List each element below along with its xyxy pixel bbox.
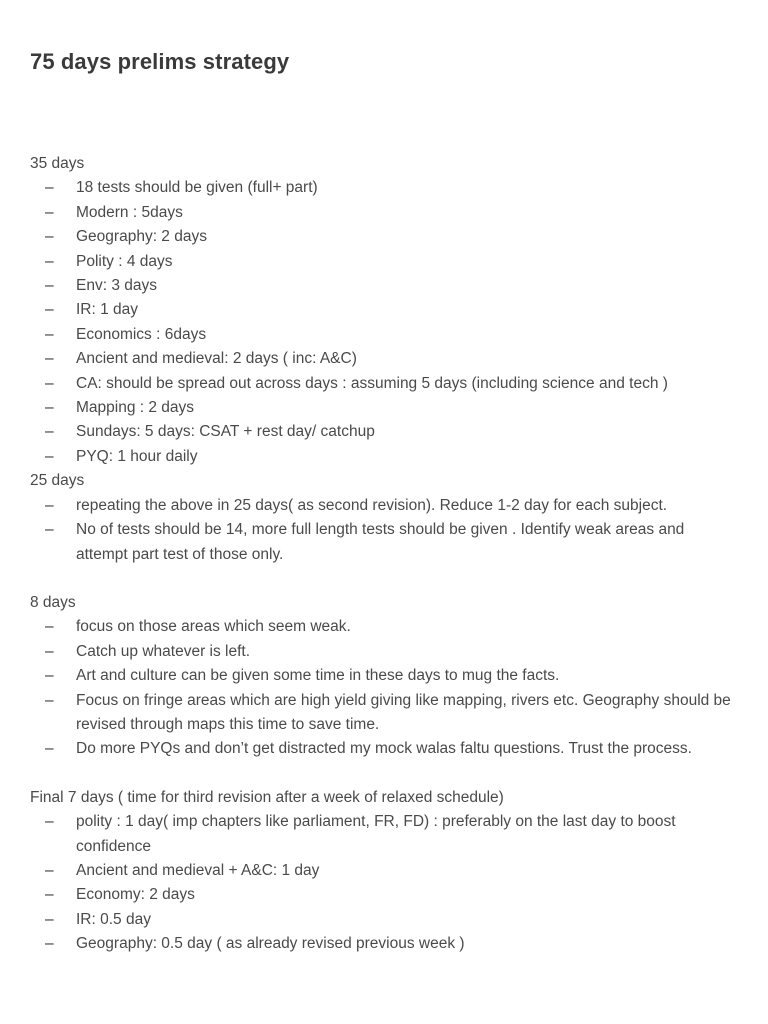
dash-bullet-icon: –: [45, 350, 54, 368]
section-heading: 25 days: [30, 472, 85, 490]
dash-bullet-icon: –: [45, 374, 54, 392]
list-item: [30, 225, 738, 249]
dash-bullet-icon: –: [45, 521, 54, 539]
list-item-text: Do more PYQs and don’t get distracted my mock walas faltu questions. Trust the process.: [76, 740, 692, 758]
bullet-list: [30, 176, 738, 469]
list-item: [30, 908, 738, 932]
list-item-text: Art and culture can be given some time in these days to mug the facts.: [76, 667, 560, 685]
list-item-text: Sundays: 5 days: CSAT + rest day/ catchup: [76, 423, 375, 441]
list-item: [30, 932, 738, 956]
section-25-days: [30, 469, 738, 567]
list-item-text: CA: should be spread out across days : assuming 5 days (including science and tech ): [76, 374, 668, 392]
dash-bullet-icon: –: [45, 301, 54, 319]
dash-bullet-icon: –: [45, 886, 54, 904]
list-item-text: Polity : 4 days: [76, 252, 173, 270]
list-item-text: Focus on fringe areas which are high yield giving like mapping, rivers etc. Geography should be revised through maps this time to save time.: [76, 691, 731, 733]
list-item-text: IR: 0.5 day: [76, 910, 151, 928]
list-item: [30, 494, 738, 518]
list-item-text: focus on those areas which seem weak.: [76, 618, 351, 636]
dash-bullet-icon: –: [45, 203, 54, 221]
list-item: [30, 664, 738, 688]
dash-bullet-icon: –: [45, 861, 54, 879]
dash-bullet-icon: –: [45, 179, 54, 197]
section-35-days: [30, 152, 738, 469]
list-item: [30, 396, 738, 420]
page-title: 75 days prelims strategy: [30, 49, 290, 74]
list-item: [30, 689, 738, 738]
list-item: [30, 372, 738, 396]
list-item-text: Mapping : 2 days: [76, 399, 195, 417]
list-item-text: Economy: 2 days: [76, 886, 195, 904]
dash-bullet-icon: –: [45, 740, 54, 758]
list-item: [30, 420, 738, 444]
list-item: [30, 274, 738, 298]
section-final-7-days: [30, 786, 738, 957]
section-8-days: [30, 591, 738, 762]
list-item: [30, 518, 738, 567]
dash-bullet-icon: –: [45, 642, 54, 660]
bullet-list: [30, 615, 738, 761]
dash-bullet-icon: –: [45, 813, 54, 831]
section-heading: Final 7 days ( time for third revision after a week of relaxed schedule): [30, 788, 504, 806]
list-item: [30, 347, 738, 371]
list-item: [30, 250, 738, 274]
dash-bullet-icon: –: [45, 447, 54, 465]
list-item-text: Env: 3 days: [76, 277, 157, 295]
list-item-text: 18 tests should be given (full+ part): [76, 179, 318, 197]
list-item: [30, 176, 738, 200]
list-item-text: Geography: 0.5 day ( as already revised previous week ): [76, 935, 465, 953]
list-item: [30, 640, 738, 664]
dash-bullet-icon: –: [45, 325, 54, 343]
list-item-text: Economics : 6days: [76, 325, 207, 343]
list-item: [30, 323, 738, 347]
list-item: [30, 883, 738, 907]
list-item: [30, 810, 738, 859]
list-item: [30, 859, 738, 883]
dash-bullet-icon: –: [45, 618, 54, 636]
list-item: [30, 201, 738, 225]
section-heading: 35 days: [30, 155, 85, 172]
dash-bullet-icon: –: [45, 423, 54, 441]
bullet-list: [30, 494, 738, 567]
dash-bullet-icon: –: [45, 228, 54, 246]
list-item-text: PYQ: 1 hour daily: [76, 447, 198, 465]
list-item-text: repeating the above in 25 days( as second revision). Reduce 1-2 day for each subject.: [76, 496, 668, 514]
dash-bullet-icon: –: [45, 935, 54, 953]
list-item: [30, 445, 738, 469]
list-item: [30, 737, 738, 761]
list-item-text: Geography: 2 days: [76, 228, 207, 246]
bullet-list: [30, 810, 738, 956]
list-item-text: IR: 1 day: [76, 301, 139, 319]
dash-bullet-icon: –: [45, 496, 54, 514]
dash-bullet-icon: –: [45, 252, 54, 270]
list-item-text: Ancient and medieval: 2 days ( inc: A&C): [76, 350, 357, 368]
list-item-text: No of tests should be 14, more full length tests should be given . Identify weak areas and attempt part test of those only.: [76, 521, 685, 563]
note-content: [30, 152, 738, 957]
dash-bullet-icon: –: [45, 277, 54, 295]
list-item-text: Catch up whatever is left.: [76, 642, 251, 660]
list-item-text: polity : 1 day( imp chapters like parliament, FR, FD) : preferably on the last day to boost confidence: [76, 813, 676, 855]
list-item: [30, 298, 738, 322]
list-item-text: Ancient and medieval + A&C: 1 day: [76, 861, 320, 879]
list-item: [30, 615, 738, 639]
dash-bullet-icon: –: [45, 399, 54, 417]
list-item-text: Modern : 5days: [76, 203, 183, 221]
dash-bullet-icon: –: [45, 691, 54, 709]
dash-bullet-icon: –: [45, 667, 54, 685]
dash-bullet-icon: –: [45, 910, 54, 928]
section-heading: 8 days: [30, 593, 76, 611]
